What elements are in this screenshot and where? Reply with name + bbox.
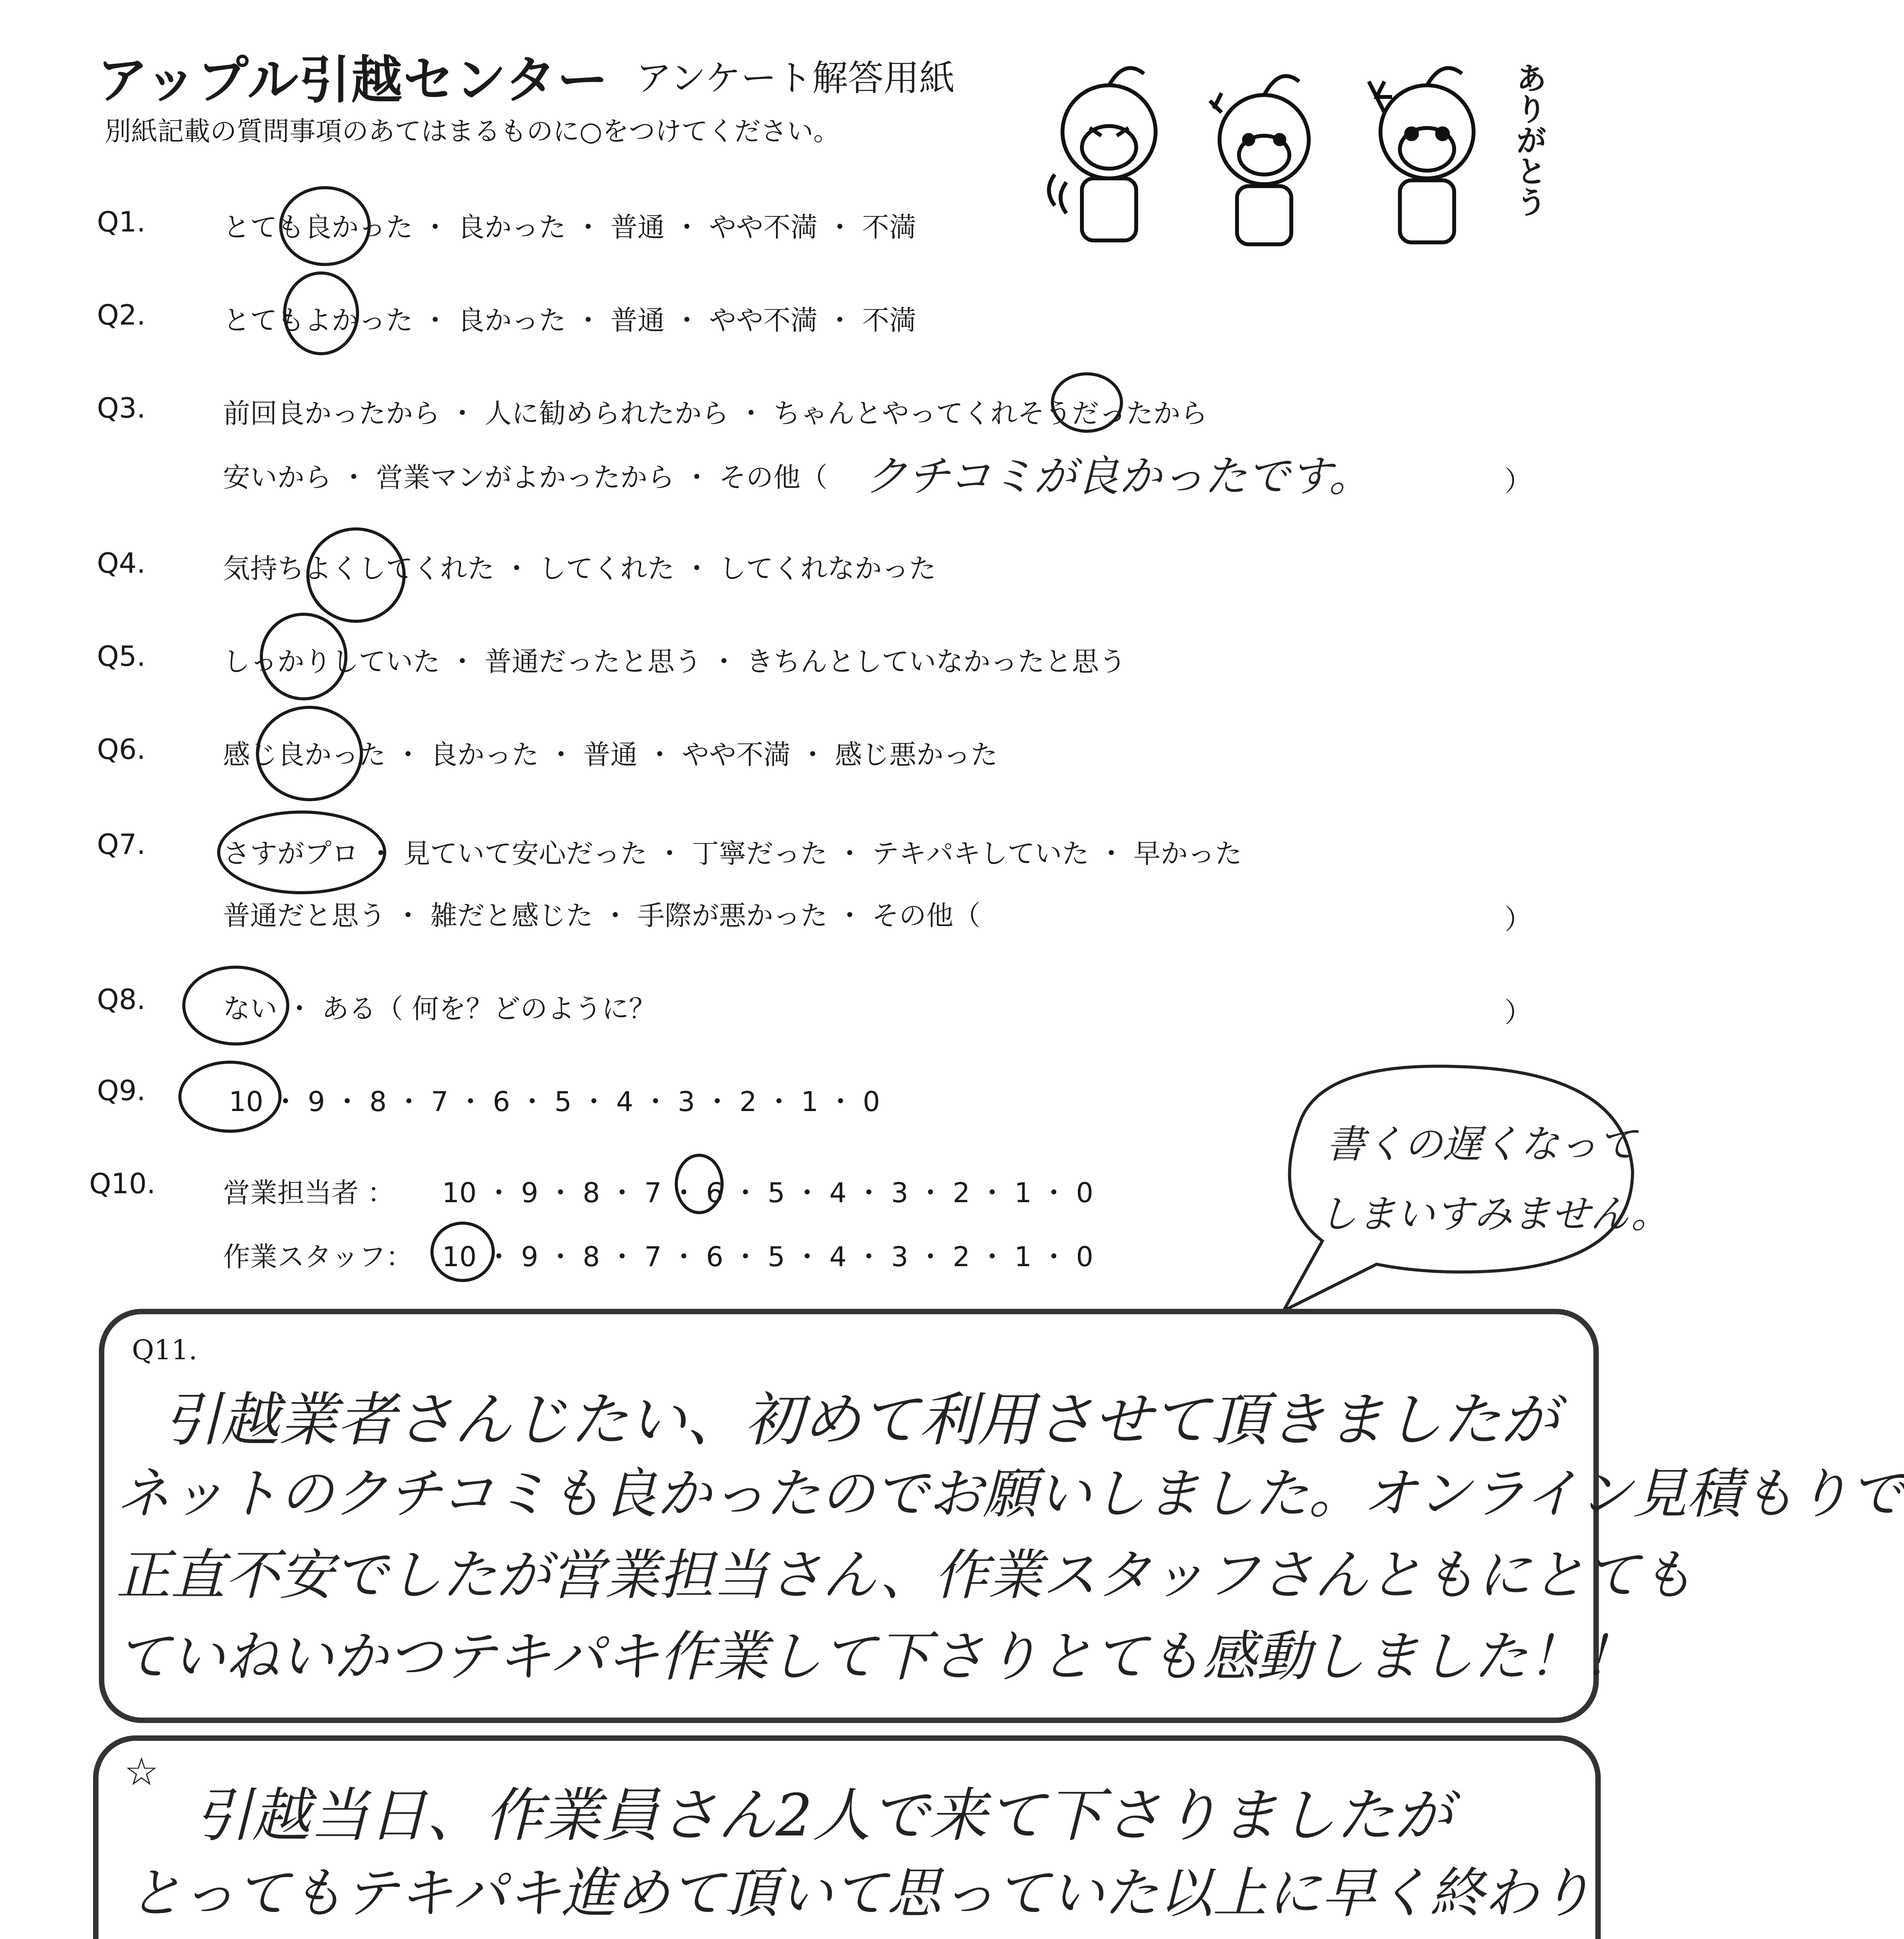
form-title: アンケート解答用紙	[636, 57, 955, 99]
q5-options: しっかりしていた ・ 普通だったと思う ・ きちんとしていなかったと思う	[223, 646, 1127, 677]
q3-options-line2: 安いから ・ 営業マンがよかったから ・ その他（	[223, 461, 828, 493]
star-icon: ☆	[124, 1749, 159, 1794]
q5-label: Q5.	[97, 640, 146, 672]
answer-circle	[430, 1222, 495, 1282]
q1-label: Q1.	[97, 206, 146, 238]
q7-options-line1: さすがプロ ・ 見ていて安心だった ・ 丁寧だった ・ テキパキしていた ・ 早かった	[223, 838, 1242, 869]
q4-options: 気持ちよくしてくれた ・ してくれた ・ してくれなかった	[223, 553, 936, 584]
q11-label: Q11.	[132, 1334, 197, 1366]
q9-scale: 10 ・ 9 ・ 8 ・ 7 ・ 6 ・ 5 ・ 4 ・ 3 ・ 2 ・ 1 ・ 0	[229, 1086, 880, 1118]
q9-label: Q9.	[97, 1074, 146, 1107]
q10-staff-scale: 10 ・ 9 ・ 8 ・ 7 ・ 6 ・ 5 ・ 4 ・ 3 ・ 2 ・ 1 ・ 0	[442, 1241, 1094, 1273]
answer-circle	[306, 527, 406, 623]
q7-close-paren: ）	[1505, 904, 1532, 935]
q3-options-line1: 前回良かったから ・ 人に勧められたから ・ ちゃんとやってくれそうだったから	[223, 397, 1208, 429]
q3-close-paren: ）	[1505, 465, 1532, 497]
q10-sales-label: 営業担当者 ：	[223, 1177, 395, 1209]
q3-label: Q3.	[97, 392, 146, 424]
instruction-text: 別紙記載の質問事項のあてはまるものに○をつけてください。	[105, 116, 840, 147]
answer-circle	[279, 186, 371, 266]
q11-line-4: ていねいかつテキパキ作業して下さりとても感動しました！！	[116, 1625, 1637, 1688]
company-name: アップル引越センター	[97, 50, 609, 110]
bubble-line-2: しまいすみません。	[1318, 1191, 1670, 1237]
q2-options: とてもよかった ・ 良かった ・ 普通 ・ やや不満 ・ 不満	[223, 304, 917, 336]
q7-options-line2: 普通だと思う ・ 雑だと感じた ・ 手際が悪かった ・ その他（	[223, 900, 981, 931]
star-line-2: とってもテキパキ進めて頂いて思っていた以上に早く終わり	[128, 1862, 1593, 1925]
answer-circle	[256, 706, 363, 801]
answer-circle	[178, 1061, 282, 1133]
q2-label: Q2.	[97, 299, 146, 331]
q11-line-2: ネットのクチコミも良かったのでお願いしました。オンライン見積もりで	[116, 1462, 1904, 1526]
q3-other-answer: クチコミが良かったです。	[865, 451, 1372, 501]
thanks-text: ありがとう	[1511, 62, 1547, 217]
apple-mascot-icon	[1047, 50, 1571, 268]
star-line-1: 引越当日、作業員さん2人で来て下さりましたが	[194, 1782, 1453, 1849]
answer-circle	[675, 1154, 724, 1214]
q8-options: ない ・ ある（ 何を？どのように？	[223, 993, 656, 1025]
q8-label: Q8.	[97, 983, 146, 1016]
star-line-3	[128, 1935, 1811, 1939]
bubble-line-1: 書くの遅くなって	[1326, 1122, 1636, 1167]
answer-circle	[260, 613, 347, 700]
answer-circle	[182, 966, 289, 1046]
mascot-illustration	[1047, 50, 1571, 268]
q8-close-paren: ）	[1505, 997, 1532, 1028]
q4-label: Q4.	[97, 547, 146, 579]
q11-line-3: 正直不安でしたが営業担当さん、作業スタッフさんともにとても	[116, 1544, 1694, 1607]
q6-label: Q6.	[97, 733, 146, 766]
q10-staff-label: 作業スタッフ：	[223, 1241, 413, 1273]
answer-circle	[1051, 372, 1123, 433]
answer-circle	[283, 271, 359, 355]
q6-options: 感じ良かった ・ 良かった ・ 普通 ・ やや不満 ・ 感じ悪かった	[223, 739, 998, 771]
q1-options: とても良かった ・ 良かった ・ 普通 ・ やや不満 ・ 不満	[223, 211, 917, 243]
answer-circle	[217, 811, 386, 894]
speech-bubble	[1222, 1055, 1670, 1326]
q7-label: Q7.	[97, 828, 146, 861]
q10-label: Q10.	[89, 1167, 156, 1200]
q11-line-1: 引越業者さんじたい、初めて利用させて頂きましたが	[163, 1386, 1559, 1454]
q10-sales-scale: 10 ・ 9 ・ 8 ・ 7 ・ 6 ・ 5 ・ 4 ・ 3 ・ 2 ・ 1 ・ 0	[442, 1177, 1094, 1209]
